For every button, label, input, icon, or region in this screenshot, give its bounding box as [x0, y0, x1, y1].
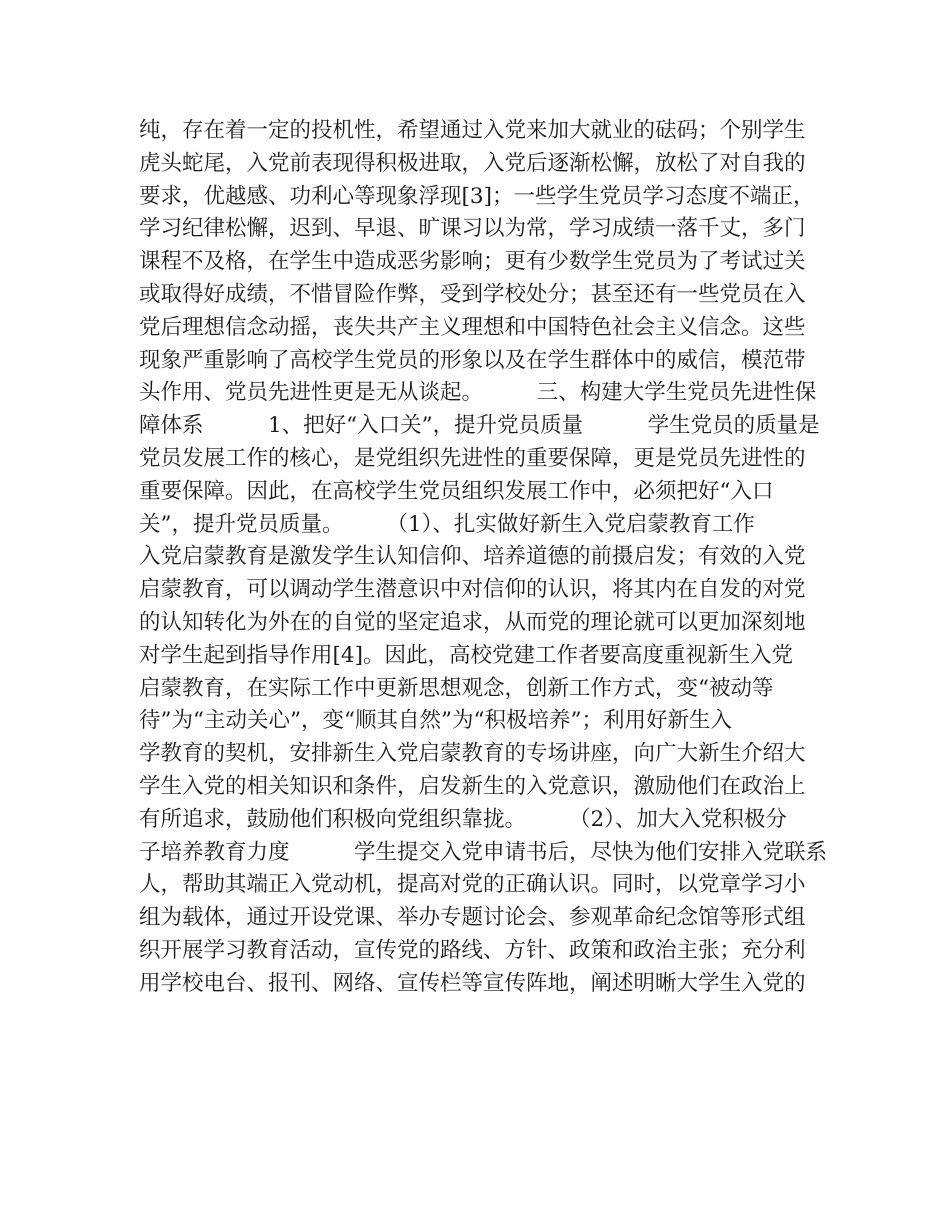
text-line: 重要保障。因此，在高校学生党员组织发展工作中，必须把好“入口	[139, 478, 774, 504]
text-line: 启蒙教育，在实际工作中更新思想观念，创新工作方式，变“被动等	[139, 675, 774, 701]
text-line: 要求，优越感、功利心等现象浮现[3]；一些学生党员学习态度不端正，	[139, 183, 815, 209]
text-line: 纯，存在着一定的投机性，希望通过入党来加大就业的砝码；个别学生	[139, 118, 806, 143]
body-text	[139, 115, 829, 1001]
text-line: 待”为“主动关心”，变“顺其自然”为“积极培养”；利用好新生入	[139, 708, 732, 734]
text-line: 学习纪律松懈，迟到、早退、旷课习以为常，学习成绩一落千丈，多门	[139, 216, 806, 242]
text-line: 对学生起到指导作用[4]。因此，高校党建工作者要高度重视新生入党	[139, 642, 793, 668]
text-line: 用学校电台、报刊、网络、宣传栏等宣传阵地，阐述明晰大学生入党的	[139, 970, 806, 996]
text-line: 启蒙教育，可以调动学生潜意识中对信仰的认识，将其内在自发的对党	[139, 577, 806, 603]
text-line: 有所追求，鼓励他们积极向党组织靠拢。 （2）、加大入党积极分	[139, 806, 787, 832]
text-line: 或取得好成绩，不惜冒险作弊，受到学校处分；甚至还有一些党员在入	[139, 281, 806, 307]
text-line: 头作用、党员先进性更是无从谈起。 三、构建大学生党员先进性保	[139, 380, 817, 406]
text-line: 织开展学习教育活动，宣传党的路线、方针、政策和政治主张；充分利	[139, 937, 806, 963]
text-line: 现象严重影响了高校学生党员的形象以及在学生群体中的威信，模范带	[139, 347, 806, 373]
text-line: 关”，提升党员质量。 （1）、扎实做好新生入党启蒙教育工作	[139, 511, 755, 537]
text-line: 课程不及格，在学生中造成恶劣影响；更有少数学生党员为了考试过关	[139, 249, 806, 275]
text-line: 子培养教育力度 学生提交入党申请书后，尽快为他们安排入党联系	[139, 839, 828, 865]
text-line: 障体系 1、把好“入口关”，提升党员质量 学生党员的质量是	[139, 413, 820, 439]
text-line: 学教育的契机，安排新生入党启蒙教育的专场讲座，向广大新生介绍大	[139, 741, 806, 767]
text-line: 党员发展工作的核心，是党组织先进性的重要保障，更是党员先进性的	[139, 445, 806, 471]
text-line: 入党启蒙教育是激发学生认知信仰、培养道德的前摄启发；有效的入党	[139, 544, 806, 570]
text-line: 党后理想信念动摇，丧失共产主义理想和中国特色社会主义信念。这些	[139, 314, 806, 340]
text-line: 人，帮助其端正入党动机，提高对党的正确认识。同时，以党章学习小	[139, 872, 806, 898]
text-line: 组为载体，通过开设党课、举办专题讨论会、参观革命纪念馆等形式组	[139, 905, 806, 931]
text-line: 学生入党的相关知识和条件，启发新生的入党意识，激励他们在政治上	[139, 773, 806, 799]
text-line: 虎头蛇尾，入党前表现得积极进取，入党后逐渐松懈，放松了对自我的	[139, 150, 806, 176]
text-line: 的认知转化为外在的自觉的坚定追求，从而党的理论就可以更加深刻地	[139, 609, 806, 635]
